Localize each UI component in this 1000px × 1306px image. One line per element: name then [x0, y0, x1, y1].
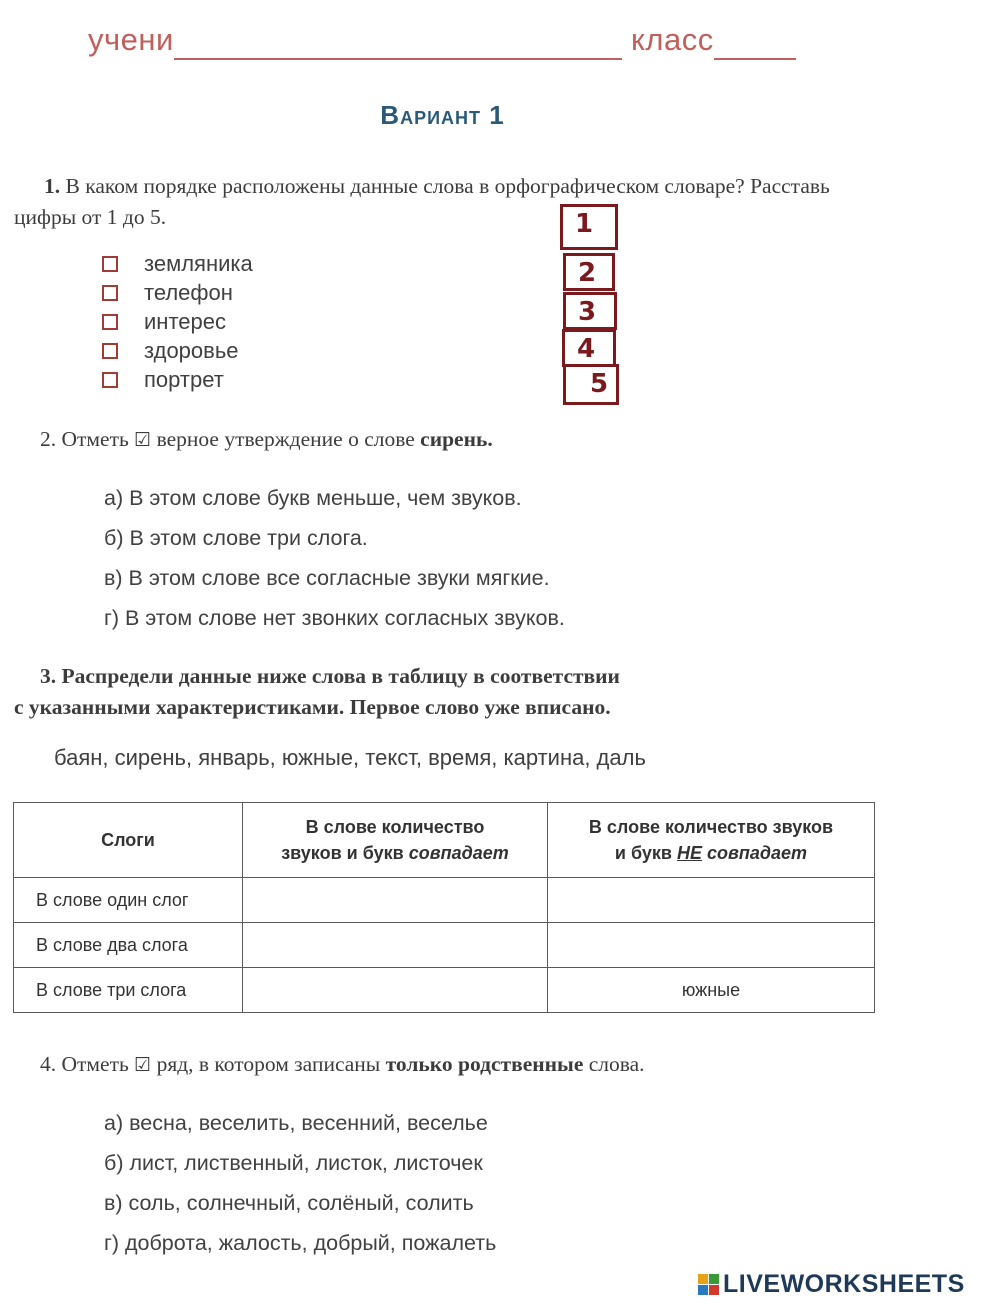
q1-number: 1. — [44, 174, 61, 198]
answer-box-5[interactable]: 5 — [563, 364, 619, 405]
list-item[interactable]: б) В этом слове три слога. — [104, 526, 368, 550]
q3-word-bank: баян, сирень, январь, южные, текст, время, картина, даль — [54, 745, 646, 770]
list-item[interactable]: г) доброта, жалость, добрый, пожалеть — [104, 1231, 497, 1255]
table-row — [14, 968, 875, 1013]
answer-box-4[interactable]: 4 — [562, 329, 616, 367]
list-item[interactable]: б) лист, лиственный, листок, листочек — [104, 1151, 483, 1175]
q3-text: 3. Распредели данные ниже слова в таблицу в соответствии с указанными характеристиками. Первое слово уже вписано. — [14, 664, 620, 719]
answer-box-2[interactable]: 2 — [563, 253, 615, 291]
checkbox-icon[interactable] — [102, 343, 118, 359]
table-row — [14, 923, 875, 968]
q2-text: 2. Отметь ☑ верное утверждение о слове сирень. — [40, 427, 493, 451]
list-item: интерес — [102, 307, 253, 336]
check-icon: ☑ — [134, 429, 152, 451]
row-label: В слове два слога — [14, 923, 243, 968]
table-header-row — [14, 803, 875, 878]
q4-options — [104, 1103, 496, 1263]
list-item: телефон — [102, 278, 253, 307]
list-item[interactable]: а) В этом слове букв меньше, чем звуков. — [104, 486, 522, 510]
row-label: В слове три слога — [14, 968, 243, 1013]
table-cell[interactable]: южные — [548, 968, 875, 1013]
row-label: В слове один слог — [14, 878, 243, 923]
student-label: учени — [88, 22, 174, 57]
checkbox-icon[interactable] — [102, 314, 118, 330]
q4-text: 4. Отметь ☑ ряд, в котором записаны только родственные слова. — [40, 1052, 645, 1076]
class-line[interactable] — [714, 22, 796, 60]
q3-table — [13, 802, 875, 1013]
checkbox-icon[interactable] — [102, 256, 118, 272]
class-label: класс — [630, 22, 714, 57]
answer-box-1[interactable]: 1 — [560, 204, 618, 250]
list-item: земляника — [102, 249, 253, 278]
student-header — [88, 22, 796, 60]
table-cell[interactable] — [548, 878, 875, 923]
check-icon: ☑ — [134, 1054, 152, 1076]
answer-box-3[interactable]: 3 — [563, 292, 617, 330]
header-cell: В слове количество звуков и букв НЕ совпадает — [548, 803, 875, 878]
logo-icon — [698, 1274, 720, 1296]
table-cell[interactable] — [548, 923, 875, 968]
header-cell: Слоги — [14, 803, 243, 878]
list-item[interactable]: в) соль, солнечный, солёный, солить — [104, 1191, 474, 1215]
list-item[interactable]: в) В этом слове все согласные звуки мягкие. — [104, 566, 550, 590]
student-name-line[interactable] — [174, 22, 622, 60]
page-title: Вариант 1 — [380, 100, 505, 130]
q2-options — [104, 478, 565, 638]
q1-word-list — [102, 249, 253, 394]
table-cell[interactable] — [243, 923, 548, 968]
list-item[interactable]: г) В этом слове нет звонких согласных звуков. — [104, 606, 565, 630]
q1-text — [14, 171, 854, 233]
list-item: портрет — [102, 365, 253, 394]
liveworksheets-logo: LIVEWORKSHEETS — [698, 1270, 965, 1299]
checkbox-icon[interactable] — [102, 285, 118, 301]
table-cell[interactable] — [243, 968, 548, 1013]
list-item[interactable]: а) весна, веселить, весенний, веселье — [104, 1111, 488, 1135]
q1-question: В каком порядке расположены данные слова в орфографическом словаре? Расставь цифры от 1 до 5. — [14, 174, 830, 229]
list-item: здоровье — [102, 336, 253, 365]
table-cell[interactable] — [243, 878, 548, 923]
checkbox-icon[interactable] — [102, 372, 118, 388]
table-row — [14, 878, 875, 923]
header-cell: В слове количество звуков и букв совпадает — [243, 803, 548, 878]
